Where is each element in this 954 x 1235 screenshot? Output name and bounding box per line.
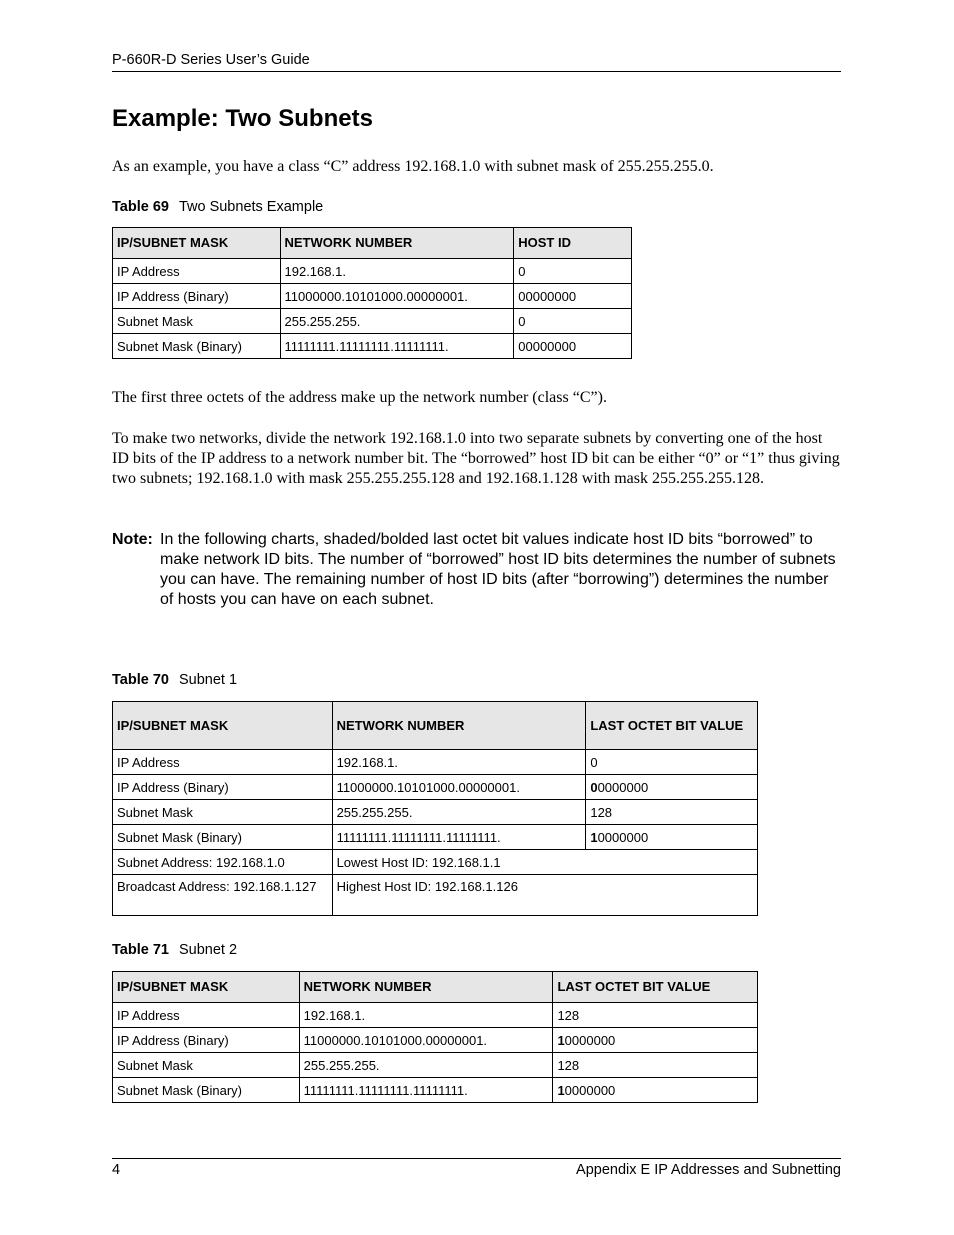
table-cell: 11000000.10101000.00000001.: [299, 1028, 553, 1053]
remaining-bits: 128: [590, 804, 613, 820]
footer-rule: [112, 1158, 841, 1159]
table69-caption: [112, 199, 323, 215]
table-row: [113, 309, 632, 334]
running-header: P-660R-D Series User’s Guide: [112, 52, 310, 68]
table-cell: 192.168.1.: [280, 259, 514, 284]
table-cell: 00000000: [514, 284, 632, 309]
table-cell: [553, 1078, 758, 1103]
table69-header-host-id: HOST ID: [514, 228, 632, 259]
table-cell: 0: [514, 309, 632, 334]
table-cell: [586, 775, 758, 800]
table-row: [113, 1003, 758, 1028]
table-row: [113, 259, 632, 284]
page-number: 4: [112, 1162, 121, 1178]
table71-caption-title: Subnet 2: [178, 942, 238, 958]
table-cell: 192.168.1.: [332, 750, 586, 775]
highest-host-cell: Highest Host ID: 192.168.1.126: [332, 875, 757, 916]
two-networks-paragraph: To make two networks, divide the network 192.168.1.0 into two separate subnets by converting one of the host ID bits of the IP address to a network number bit. The “borrowed” host ID bit can be either “0” or “1” thus giving two subnets; 192.168.1.0 with mask 255.255.255.128 and 192.168.1.128 with mask 255.255.255.128.: [112, 430, 840, 487]
note-label: Note:: [112, 531, 153, 548]
table-row: [113, 800, 758, 825]
table69-caption-label: Table 69: [112, 199, 169, 215]
table-cell: [586, 825, 758, 850]
table71-header-network-number: NETWORK NUMBER: [299, 972, 553, 1003]
table-cell: 11000000.10101000.00000001.: [332, 775, 586, 800]
table71-caption: [112, 942, 237, 958]
remaining-bits: 128: [557, 1057, 580, 1073]
table-cell: Subnet Mask: [113, 800, 333, 825]
table-cell: 0: [514, 259, 632, 284]
table-row: [113, 334, 632, 359]
remaining-bits: 0000000: [564, 1082, 616, 1098]
table71-header-last-octet-bit-value: LAST OCTET BIT VALUE: [553, 972, 758, 1003]
table-cell: [553, 1003, 758, 1028]
note-text: In the following charts, shaded/bolded last octet bit values indicate host ID bits “borrowed” to make network ID bits. The number of “borrowed” host ID bits determines the number of subnets you can have. The remaining number of host ID bits (after “borrowing”) determines the number of hosts you can have on each subnet.: [160, 531, 836, 608]
table-row: [113, 850, 758, 875]
table70-header-last-octet-bit-value: LAST OCTET BIT VALUE: [586, 702, 758, 750]
table-row: [113, 284, 632, 309]
table-cell: IP Address (Binary): [113, 284, 281, 309]
remaining-bits: 128: [557, 1007, 580, 1023]
table-row: [113, 775, 758, 800]
table-cell: IP Address: [113, 750, 333, 775]
octets-paragraph: The first three octets of the address make up the network number (class “C”).: [112, 389, 607, 406]
table70-caption-title: Subnet 1: [178, 672, 238, 688]
header-rule: [112, 71, 841, 72]
table-cell: [586, 800, 758, 825]
remaining-bits: 0000000: [597, 829, 649, 845]
table-cell: IP Address (Binary): [113, 775, 333, 800]
table-cell: [553, 1028, 758, 1053]
table-cell: IP Address: [113, 1003, 300, 1028]
remaining-bits: 0: [590, 754, 598, 770]
table-row: [113, 875, 758, 916]
note-block: [112, 530, 842, 610]
subnet-address-cell: Subnet Address: 192.168.1.0: [113, 850, 333, 875]
table69: [112, 227, 632, 359]
table-cell: [586, 750, 758, 775]
table69-header-row: [113, 228, 632, 259]
borrowed-bit: 1: [557, 1082, 565, 1098]
table-cell: Subnet Mask: [113, 1053, 300, 1078]
table70-caption: [112, 672, 237, 688]
table71-header-row: [113, 972, 758, 1003]
section-heading: Example: Two Subnets: [112, 105, 373, 132]
table70: [112, 701, 758, 916]
intro-paragraph: As an example, you have a class “C” address 192.168.1.0 with subnet mask of 255.255.255.0.: [112, 158, 714, 175]
table-cell: 00000000: [514, 334, 632, 359]
table69-header-network-number: NETWORK NUMBER: [280, 228, 514, 259]
table-cell: Subnet Mask (Binary): [113, 825, 333, 850]
lowest-host-cell: Lowest Host ID: 192.168.1.1: [332, 850, 757, 875]
remaining-bits: 0000000: [597, 779, 649, 795]
table-cell: Subnet Mask: [113, 309, 281, 334]
borrowed-bit: 1: [590, 829, 598, 845]
table71-caption-label: Table 71: [112, 942, 169, 958]
table-cell: Subnet Mask (Binary): [113, 334, 281, 359]
table-cell: 255.255.255.: [280, 309, 514, 334]
table69-header-ip-subnet-mask: IP/SUBNET MASK: [113, 228, 281, 259]
table-row: [113, 1028, 758, 1053]
table-cell: Subnet Mask (Binary): [113, 1078, 300, 1103]
table71: [112, 971, 758, 1103]
broadcast-address-cell: Broadcast Address: 192.168.1.127: [113, 875, 333, 916]
table-cell: 11000000.10101000.00000001.: [280, 284, 514, 309]
table-cell: 11111111.11111111.11111111.: [299, 1078, 553, 1103]
table70-header-row: [113, 702, 758, 750]
table-cell: IP Address (Binary): [113, 1028, 300, 1053]
table-cell: 192.168.1.: [299, 1003, 553, 1028]
table70-header-network-number: NETWORK NUMBER: [332, 702, 586, 750]
borrowed-bit: 1: [557, 1032, 565, 1048]
table71-header-ip-subnet-mask: IP/SUBNET MASK: [113, 972, 300, 1003]
table-cell: 255.255.255.: [332, 800, 586, 825]
footer-section-title: Appendix E IP Addresses and Subnetting: [576, 1162, 841, 1178]
table69-caption-title: Two Subnets Example: [178, 199, 324, 215]
table-row: [113, 825, 758, 850]
table-cell: 11111111.11111111.11111111.: [280, 334, 514, 359]
table70-header-ip-subnet-mask: IP/SUBNET MASK: [113, 702, 333, 750]
table-cell: 255.255.255.: [299, 1053, 553, 1078]
table-cell: [553, 1053, 758, 1078]
table-cell: 11111111.11111111.11111111.: [332, 825, 586, 850]
table-row: [113, 1053, 758, 1078]
table-row: [113, 750, 758, 775]
table-cell: IP Address: [113, 259, 281, 284]
table-row: [113, 1078, 758, 1103]
table70-caption-label: Table 70: [112, 672, 169, 688]
remaining-bits: 0000000: [564, 1032, 616, 1048]
borrowed-bit: 0: [590, 779, 598, 795]
